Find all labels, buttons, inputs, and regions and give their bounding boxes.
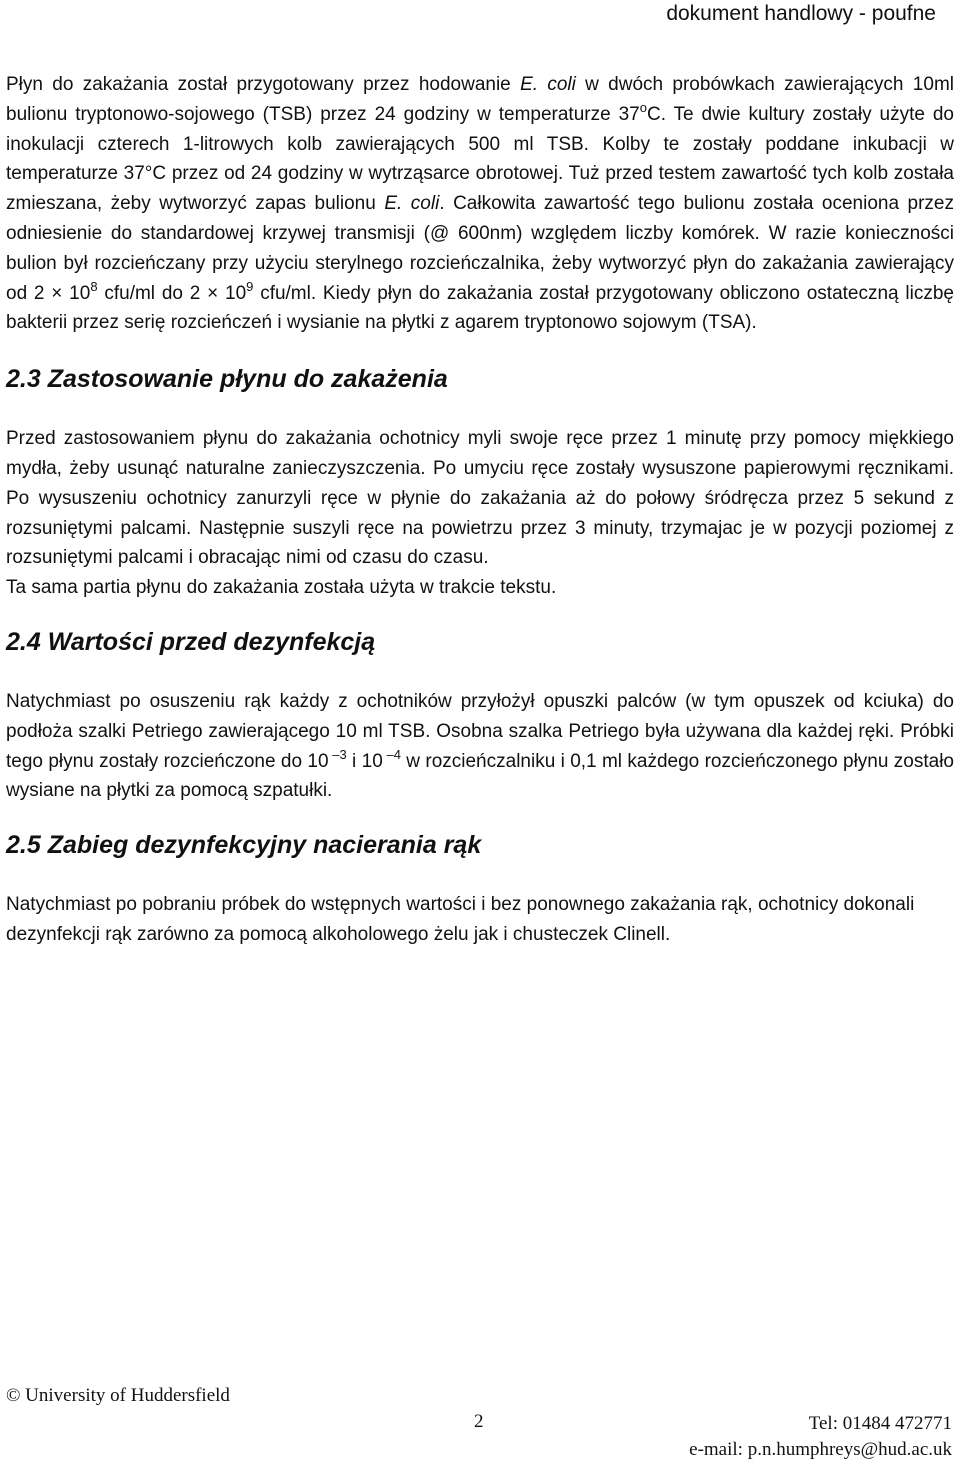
paragraph-inoculum: Płyn do zakażania został przygotowany przez hodowanie E. coli w dwóch probówkach zawierających 10ml bulionu tryptonowo-sojowego (TSB) przez 24 godziny w temperaturze 37$^o$C. Te dwie kultury zostały użyte do inokulacji czterech 1-litrowych kolb zawierających 500 ml TSB. Kolby te zostały poddane inkubacji w temperaturze 37°C przez od 24 godziny w wytrząsarce obrotowej. Tuż przed testem zawartość tych kolb została zmieszana, żeby wytworzyć zapas bulionu E. coli. Całkowita zawartość tego bulionu została oceniona przez odniesienie do standardowej krzywej transmisji (@ 600nm) względem liczby komórek. W razie konieczności bulion był rozcieńczany przy użyciu sterylnego rozcieńczalnika, żeby wytworzyć płyn do zakażania zawierający od $2 \times 10^8$ cfu/ml do $2 \times 10^9$ cfu/ml. Kiedy płyn do zakażania został przygotowany obliczono ostateczną liczbę bakterii przez serię rozcieńczeń i wysianie na płytki z agarem tryptonowo sojowym (TSA).: [6, 74, 954, 334]
page-header: [0, 0, 960, 30]
heading-2-5: 2.5 Zabieg dezynfekcyjny nacierania rąk: [6, 831, 482, 860]
header-title: dokument handlowy - poufne: [666, 2, 936, 25]
footer-email: e-mail: p.n.humphreys@hud.ac.uk: [689, 1439, 952, 1460]
footer-contact: [689, 1411, 952, 1463]
footer-copyright: © University of Huddersfield: [6, 1385, 230, 1406]
heading-2-3: 2.3 Zastosowanie płynu do zakażenia: [6, 365, 448, 394]
document-body: [6, 70, 954, 950]
paragraph-pre-values: Natychmiast po osuszeniu rąk każdy z ochotników przyłożył opuszki palców (w tym opuszek od kciuka) do podłoża szalki Petriego zawierającego 10 ml TSB. Osobna szalka Petriego była używana dla każdej ręki. Próbki tego płynu zostały rozcieńczone do 10 $^{-3}$ i 10 $^{-4}$ w rozcieńczalniku i 0,1 ml każdego rozcieńczonego płynu zostało wysiane na płytki za pomocą szpatułki.: [6, 690, 954, 802]
footer-tel: Tel: 01484 472771: [808, 1413, 952, 1434]
paragraph-application: Przed zastosowaniem płynu do zakażania ochotnicy myli swoje ręce przez 1 minutę przy pomocy miękkiego mydła, żeby usunąć naturalne zanieczyszczenia. Po umyciu ręce zostały wysuszone papierowymi ręcznikami. Po wysuszeniu ochotnicy zanurzyli ręce w płynie do zakażania aż do połowy śródręcza przez 5 sekund z rozsuniętymi palcami. Następnie suszyli ręce na powietrzu przez 3 minuty, trzymajac je w pozycji poziomej z rozsuniętymi palcami i obracając nimi od czasu do czasu. Ta sama partia płynu do zakażania została użyta w trakcie tekstu.: [6, 428, 954, 599]
heading-2-4: 2.4 Wartości przed dezynfekcją: [6, 627, 376, 656]
page-number: 2: [474, 1411, 484, 1432]
paragraph-disinfection: Natychmiast po pobraniu próbek do wstępnych wartości i bez ponownego zakażania rąk, ochotnicy dokonali dezynfekcji rąk zarówno za pomocą alkoholowego żelu jak i chusteczek Clinell.: [6, 894, 915, 945]
